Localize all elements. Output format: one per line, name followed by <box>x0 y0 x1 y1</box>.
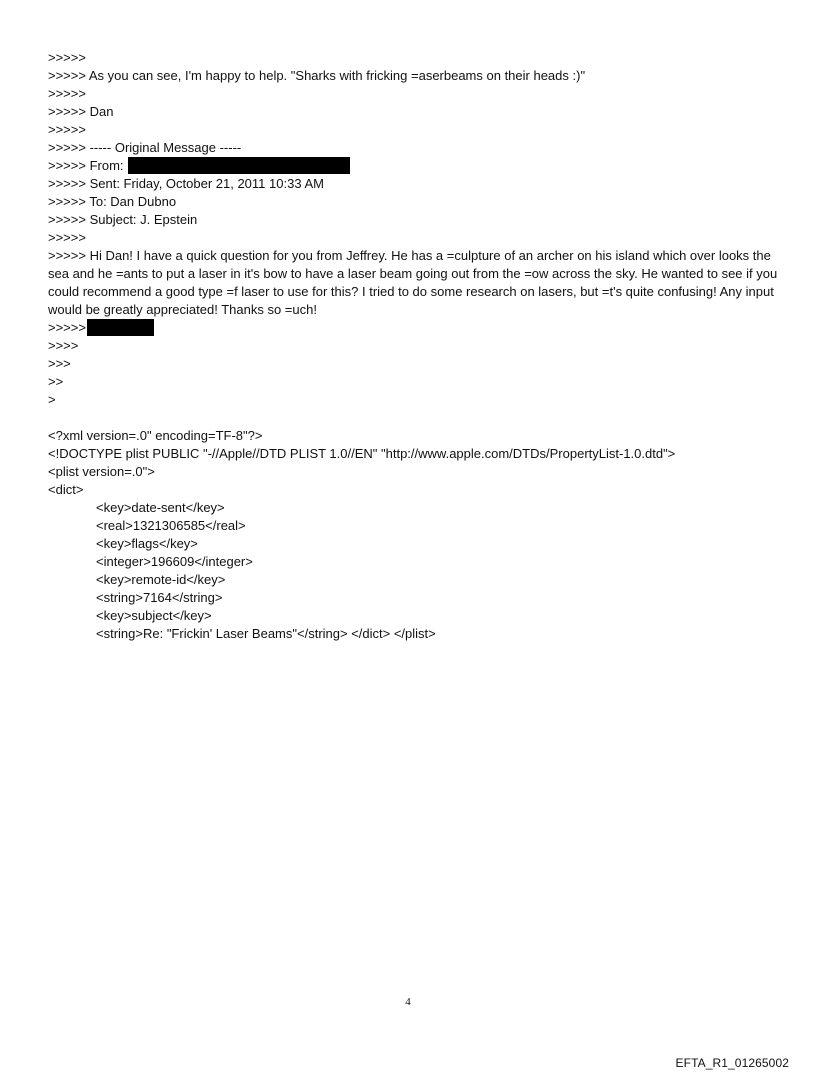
blank-line <box>48 409 778 427</box>
quote-line: >> <box>48 374 64 389</box>
quote-line: >>> <box>48 356 71 371</box>
quote-line: >>>>> <box>48 230 86 245</box>
plist-entry: <key>date-sent</key> <box>96 500 225 515</box>
plist-entry: <integer>196609</integer> <box>96 554 253 569</box>
doctype-line: <!DOCTYPE plist PUBLIC "-//Apple//DTD PLIST 1.0//EN" "http://www.apple.com/DTDs/PropertyList-1.0.dtd"> <box>48 446 676 461</box>
quote-line: >>>>> <box>48 122 86 137</box>
original-message-header: >>>>> ----- Original Message ----- <box>48 140 242 155</box>
quote-line: >>>>> <box>48 86 86 101</box>
quote-line: >>>>> Dan <box>48 104 114 119</box>
email-body <box>48 49 778 643</box>
redaction-block <box>87 319 154 336</box>
subject-line: >>>>> Subject: J. Epstein <box>48 212 198 227</box>
plist-entry: <string>Re: "Frickin' Laser Beams"</string> </dict> </plist> <box>96 626 436 641</box>
dict-open: <dict> <box>48 482 84 497</box>
page-number: 4 <box>405 996 411 1008</box>
plist-entry: <real>1321306585</real> <box>96 518 246 533</box>
quote-line: >>>>> As you can see, I'm happy to help. "Sharks with fricking =aserbeams on their heads :)" <box>48 68 586 83</box>
quote-line: >>>> <box>48 338 79 353</box>
plist-open: <plist version=.0"> <box>48 464 155 479</box>
sent-line: >>>>> Sent: Friday, October 21, 2011 10:33 AM <box>48 176 324 191</box>
from-label: >>>>> From: <box>48 158 124 173</box>
from-line <box>48 157 778 175</box>
plist-entry: <string>7164</string> <box>96 590 223 605</box>
redaction-block <box>128 157 350 174</box>
bates-number: EFTA_R1_01265002 <box>675 1056 789 1070</box>
to-line: >>>>> To: Dan Dubno <box>48 194 177 209</box>
plist-entry: <key>flags</key> <box>96 536 198 551</box>
xml-declaration: <?xml version=.0" encoding=TF-8"?> <box>48 428 263 443</box>
quote-line: >>>>> <box>48 50 86 65</box>
quote-marker: >>>>> <box>48 320 86 335</box>
quote-line: > <box>48 392 56 407</box>
plist-entry: <key>remote-id</key> <box>96 572 226 587</box>
signature-line <box>48 319 778 337</box>
plist-entry: <key>subject</key> <box>96 608 212 623</box>
message-paragraph: >>>>> Hi Dan! I have a quick question for you from Jeffrey. He has a =culpture of an archer on his island which over looks the sea and he =ants to put a laser in it's bow to have a laser beam going out from the =ow across the sky. He wanted to see if you could recommend a good type =f laser to use for this? I tried to do some research on lasers, but =t's quite confusing! Any input would be greatly appreciated! Thanks so =uch! <box>48 248 778 317</box>
